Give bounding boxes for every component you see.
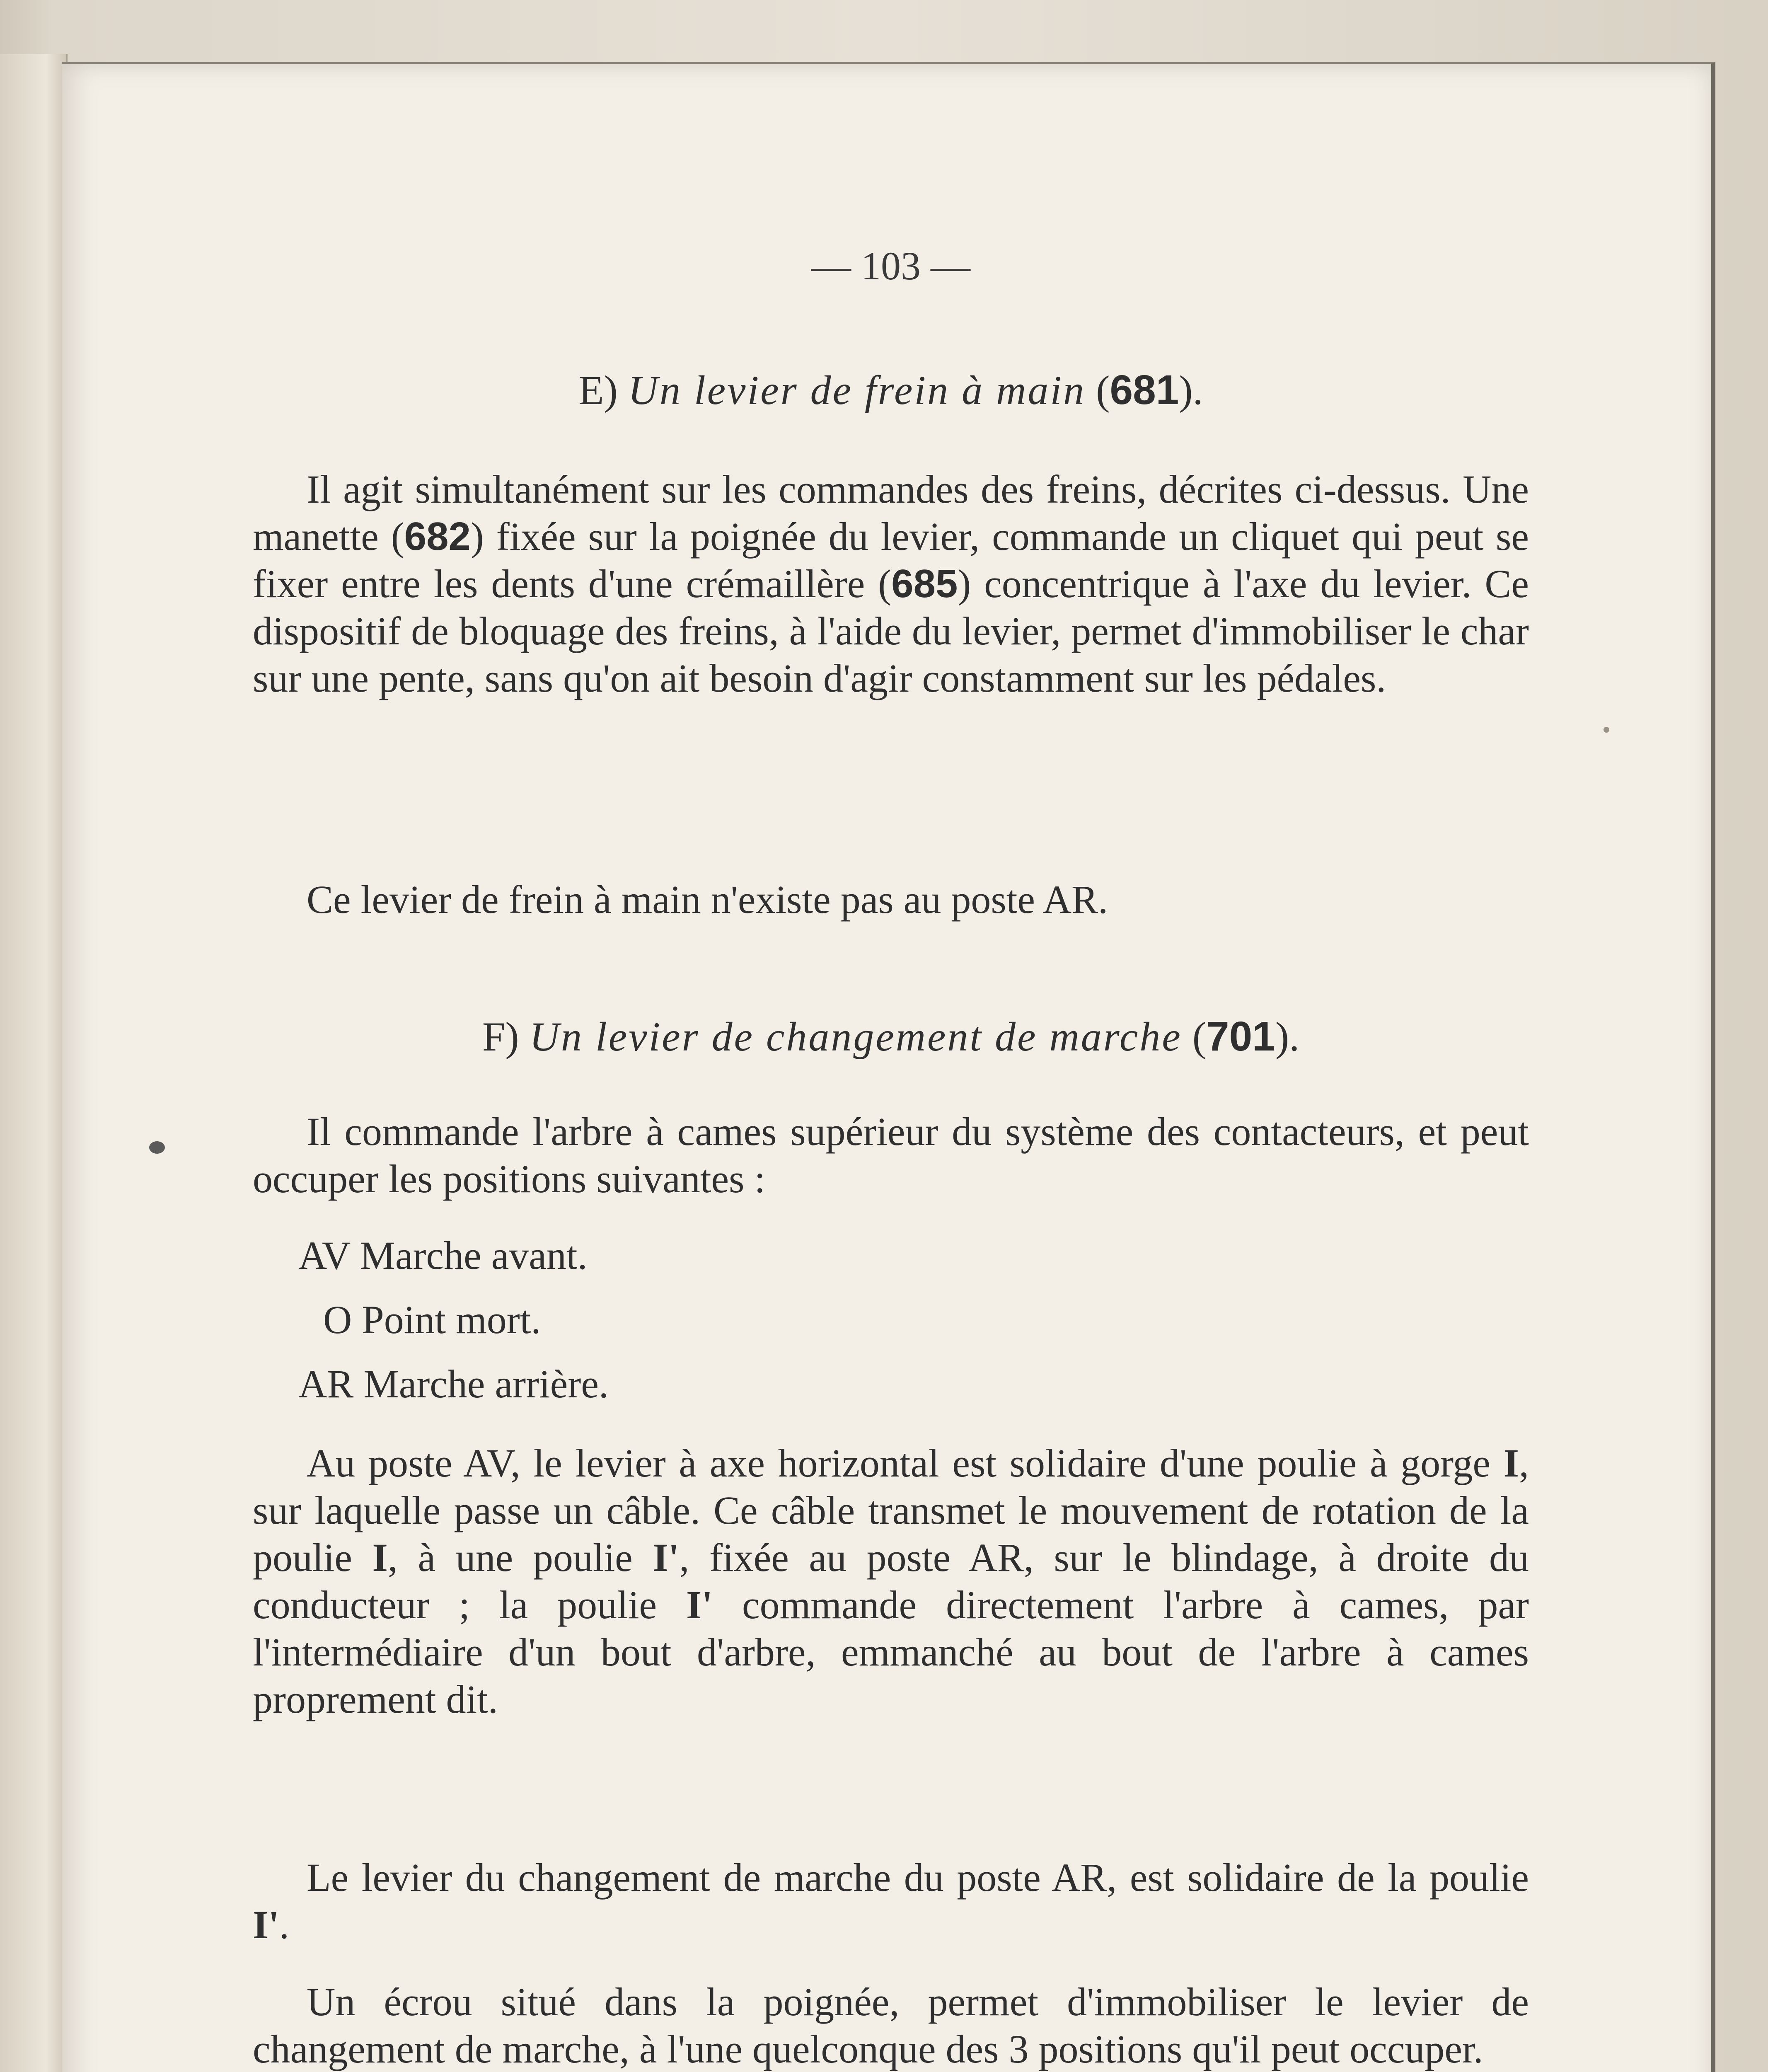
section-f-letter: F) <box>482 1014 519 1060</box>
section-e-letter: E) <box>578 367 618 413</box>
section-f-number: 701 <box>1206 1013 1275 1060</box>
position-neutral: O Point mort. <box>323 1297 541 1342</box>
position-reverse: AR Marche arrière. <box>298 1362 609 1406</box>
section-f-paragraph-2: Au poste AV, le levier à axe horizontal est solidaire d'une poulie à gorge I, sur laquelle passe un câble. Ce câble transmet le mouvement de rotation de la poulie I, à une poulie I', fixée au poste AR, sur le blindage, à droite du conducteur ; la poulie I' commande directement l'arbre à cames, par l'intermédiaire d'un bout d'arbre, emmanché au bout de l'arbre à cames proprement dit. <box>253 1441 1529 1721</box>
previous-page-edge <box>0 54 68 2072</box>
section-f-paragraph-4: Un écrou situé dans la poignée, permet d'immobiliser le levier de changement de marche, à l'une quelconque des 3 positions qu'il peut occuper. <box>253 1980 1529 2071</box>
book-page <box>62 62 1715 2072</box>
ref-682: 682 <box>404 514 471 559</box>
section-e-number: 681 <box>1110 367 1179 413</box>
section-f-paragraph-1: Il commande l'arbre à cames supérieur du système des contacteurs, et peut occuper les positions suivantes : <box>253 1109 1529 1201</box>
section-f-paragraph-3: Le levier du changement de marche du poste AR, est solidaire de la poulie I'. <box>253 1855 1529 1947</box>
page-speck <box>1604 727 1609 733</box>
section-f-title: Un levier de changement de marche <box>529 1014 1182 1060</box>
section-e-heading: E) Un levier de frein à main (681). <box>578 367 1203 413</box>
section-f-heading: F) Un levier de changement de marche (701). <box>482 1013 1300 1060</box>
section-e-paragraph-2: Ce levier de frein à main n'existe pas au poste AR. <box>307 877 1108 922</box>
section-e-title: Un levier de frein à main <box>628 367 1086 413</box>
position-forward: AV Marche avant. <box>298 1233 588 1278</box>
page-number: — 103 — <box>811 244 970 288</box>
margin-ink-mark <box>149 1141 165 1154</box>
ref-685: 685 <box>891 562 958 606</box>
section-e-paragraph-1: Il agit simultanément sur les commandes des freins, décrites ci-dessus. Une manette (682) fixée sur la poignée du levier, commande un cliquet qui peut se fixer entre les dents d'une crémaillère (685) concentrique à l'axe du levier. Ce dispositif de bloquage des freins, à l'aide du levier, permet d'immobiliser le char sur une pente, sans qu'on ait besoin d'agir constamment sur les pédales. <box>253 467 1529 700</box>
